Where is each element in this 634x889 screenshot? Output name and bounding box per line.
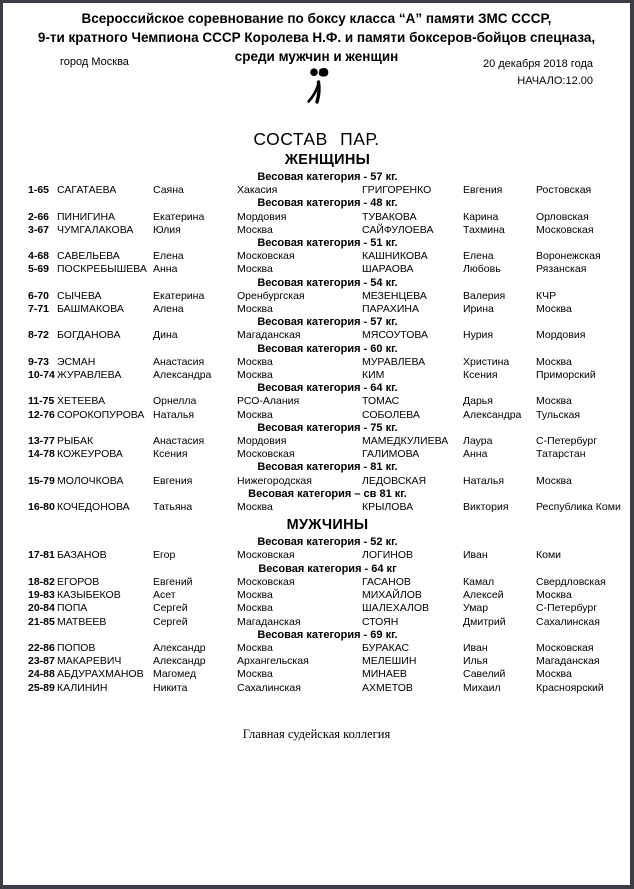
- red-corner-region: Москва: [237, 303, 273, 316]
- blue-corner-firstname: Иван: [463, 549, 488, 562]
- weight-category-label: Весовая категория - 64 кг.: [257, 382, 398, 395]
- red-corner-firstname: Орнелла: [153, 395, 197, 408]
- pair-row: [28, 211, 627, 224]
- blue-corner-firstname: Лаура: [463, 435, 493, 448]
- red-corner-region: Мордовия: [237, 210, 287, 223]
- pairs-list: [28, 152, 627, 695]
- pair-row: [28, 224, 627, 237]
- blue-corner-firstname: Валерия: [463, 289, 506, 302]
- red-corner-surname: СОРОКОПУРОВА: [57, 408, 145, 421]
- red-corner-firstname: Сергей: [153, 615, 188, 628]
- red-corner-surname: МАТВЕЕВ: [57, 615, 107, 628]
- blue-corner-surname: ГАЛИМОВА: [362, 448, 420, 461]
- red-corner-region: Москва: [237, 263, 273, 276]
- blue-corner-firstname: Елена: [463, 250, 494, 263]
- blue-corner-surname: ТОМАС: [362, 395, 400, 408]
- pair-row: [28, 290, 627, 303]
- red-corner-region: Хакасия: [237, 184, 278, 197]
- blue-corner-firstname: Любовь: [463, 263, 501, 276]
- blue-corner-surname: СОБОЛЕВА: [362, 408, 420, 421]
- blue-corner-region: Воронежская: [536, 250, 601, 263]
- footer-signature: Главная судейская коллегия: [242, 726, 391, 741]
- pair-number: 6-70: [28, 289, 50, 302]
- blue-corner-region: Московская: [536, 223, 594, 236]
- pair-row: [28, 576, 627, 589]
- red-corner-firstname: Анастасия: [153, 355, 205, 368]
- red-corner-firstname: Магомед: [153, 668, 197, 681]
- blue-corner-firstname: Иван: [463, 641, 488, 654]
- red-corner-surname: ЧУМГАЛАКОВА: [57, 223, 134, 236]
- weight-category-label: Весовая категория - 57 кг.: [257, 171, 398, 183]
- blue-corner-firstname: Христина: [463, 355, 510, 368]
- blue-corner-surname: ГАСАНОВ: [362, 575, 411, 588]
- blue-corner-surname: СТОЯН: [362, 615, 399, 628]
- pair-row: [28, 303, 627, 316]
- red-corner-firstname: Анна: [153, 263, 178, 276]
- pair-number: 20-84: [28, 602, 55, 615]
- blue-corner-region: Орловская: [536, 210, 589, 223]
- pair-row: [28, 263, 627, 276]
- blue-corner-surname: ЛОГИНОВ: [362, 549, 414, 562]
- red-corner-surname: САГАТАЕВА: [57, 184, 117, 197]
- red-corner-region: Москва: [237, 589, 273, 602]
- blue-corner-region: Москва: [536, 395, 572, 408]
- red-corner-firstname: Юлия: [153, 223, 181, 236]
- weight-category-label: Весовая категория – св 81 кг.: [248, 487, 407, 500]
- blue-corner-surname: МУРАВЛЕВА: [362, 355, 426, 368]
- pair-number: 25-89: [28, 681, 55, 694]
- red-corner-firstname: Александр: [153, 655, 206, 668]
- weight-category-label: Весовая категория - 54 кг.: [257, 276, 398, 289]
- boxer-icon: [299, 67, 335, 120]
- blue-corner-surname: ГРИГОРЕНКО: [362, 184, 432, 197]
- blue-corner-surname: КИМ: [362, 369, 385, 382]
- red-corner-firstname: Евгений: [153, 575, 193, 588]
- blue-corner-region: Москва: [536, 589, 572, 602]
- red-corner-surname: ПОПА: [57, 602, 88, 615]
- red-corner-firstname: Дина: [153, 329, 178, 342]
- red-corner-surname: МОЛОЧКОВА: [57, 474, 124, 487]
- blue-corner-firstname: Савелий: [463, 668, 506, 681]
- blue-corner-surname: КАШНИКОВА: [362, 250, 428, 263]
- blue-corner-surname: ЛЕДОВСКАЯ: [362, 474, 427, 487]
- red-corner-region: Москва: [237, 408, 273, 421]
- red-corner-surname: КОЖЕУРОВА: [57, 448, 123, 461]
- pair-number: 18-82: [28, 575, 55, 588]
- red-corner-surname: ЖУРАВЛЕВА: [57, 369, 122, 382]
- red-corner-surname: БАШМАКОВА: [57, 303, 124, 316]
- pair-number: 12-76: [28, 408, 55, 421]
- red-corner-firstname: Сергей: [153, 602, 188, 615]
- city-label: город Москва: [60, 56, 129, 68]
- weight-category-label: Весовая категория - 51 кг.: [257, 237, 398, 250]
- blue-corner-firstname: Тахмина: [463, 223, 505, 236]
- red-corner-surname: ПОПОВ: [57, 641, 96, 654]
- weight-category-label: Весовая категория - 75 кг.: [257, 421, 398, 434]
- red-corner-firstname: Ксения: [153, 448, 188, 461]
- red-corner-region: Мордовия: [237, 435, 287, 448]
- pair-number: 17-81: [28, 549, 55, 562]
- red-corner-region: Москва: [237, 223, 273, 236]
- red-corner-surname: САВЕЛЬЕВА: [57, 250, 120, 263]
- blue-corner-region: Москва: [536, 303, 572, 316]
- blue-corner-firstname: Нурия: [463, 329, 494, 342]
- red-corner-firstname: Алена: [153, 303, 184, 316]
- pair-row: [28, 642, 627, 655]
- red-corner-region: Москва: [237, 641, 273, 654]
- red-corner-region: Сахалинская: [237, 681, 301, 694]
- red-corner-firstname: Татьяна: [153, 501, 193, 514]
- red-corner-surname: СЫЧЕВА: [57, 289, 102, 302]
- pair-row: [28, 395, 627, 408]
- blue-corner-firstname: Наталья: [463, 474, 505, 487]
- blue-corner-region: Красноярский: [536, 681, 604, 694]
- red-corner-region: РСО-Алания: [237, 395, 300, 408]
- date-block: [483, 56, 593, 89]
- pair-number: 16-80: [28, 501, 55, 514]
- blue-corner-firstname: Карина: [463, 210, 499, 223]
- red-corner-firstname: Александр: [153, 641, 206, 654]
- blue-corner-firstname: Александра: [463, 408, 522, 421]
- red-corner-surname: МАКАРЕВИЧ: [57, 655, 122, 668]
- pair-number: 5-69: [28, 263, 50, 276]
- blue-corner-surname: САЙФУЛОЕВА: [362, 223, 434, 236]
- blue-corner-firstname: Камал: [463, 575, 495, 588]
- weight-category-label: Весовая категория - 60 кг.: [257, 342, 398, 355]
- pair-number: 9-73: [28, 355, 50, 368]
- red-corner-region: Москва: [237, 355, 273, 368]
- pair-number: 11-75: [28, 395, 55, 408]
- red-corner-firstname: Александра: [153, 369, 212, 382]
- red-corner-firstname: Никита: [153, 681, 188, 694]
- red-corner-region: Магаданская: [237, 615, 301, 628]
- pair-number: 14-78: [28, 448, 55, 461]
- blue-corner-region: Магаданская: [536, 655, 600, 668]
- blue-corner-surname: МАМЕДКУЛИЕВА: [362, 435, 449, 448]
- pair-row: [28, 668, 627, 681]
- red-corner-firstname: Анастасия: [153, 435, 205, 448]
- blue-corner-region: Москва: [536, 474, 572, 487]
- weight-category-label: Весовая категория - 52 кг.: [257, 536, 398, 549]
- page-heading: СОСТАВ ПАР.: [253, 129, 380, 149]
- blue-corner-region: Татарстан: [536, 448, 586, 461]
- blue-corner-surname: МЯСОУТОВА: [362, 329, 429, 342]
- blue-corner-region: Коми: [536, 549, 562, 562]
- blue-corner-firstname: Алексей: [463, 589, 504, 602]
- blue-corner-surname: МЕЛЕШИН: [362, 655, 417, 668]
- red-corner-region: Московская: [237, 250, 295, 263]
- start-time: НАЧАЛО:12.00: [517, 74, 593, 87]
- red-corner-firstname: Асет: [153, 589, 176, 602]
- title-line-1: Всероссийское соревнование по боксу класса “А” памяти ЗМС СССР,: [81, 11, 552, 26]
- blue-corner-surname: ШАРАОВА: [362, 263, 414, 276]
- weight-category-label: Весовая категория - 57 кг.: [257, 316, 398, 329]
- red-corner-surname: КАЛИНИН: [57, 681, 108, 694]
- red-corner-surname: БОГДАНОВА: [57, 329, 121, 342]
- red-corner-region: Оренбургская: [237, 289, 305, 302]
- weight-category-label: Весовая категория - 64 кг: [258, 562, 397, 575]
- pair-row: [28, 409, 627, 422]
- blue-corner-firstname: Дарья: [463, 395, 493, 408]
- pair-row: [28, 655, 627, 668]
- blue-corner-region: Рязанская: [536, 263, 587, 276]
- pair-row: [28, 475, 627, 488]
- blue-corner-region: С-Петербург: [536, 602, 598, 615]
- pair-row: [28, 356, 627, 369]
- pair-row: [28, 369, 627, 382]
- pair-number: 7-71: [28, 303, 50, 316]
- blue-corner-region: Москва: [536, 668, 572, 681]
- blue-corner-surname: ШАЛЕХАЛОВ: [362, 602, 430, 615]
- blue-corner-firstname: Евгения: [463, 184, 503, 197]
- section-title-женщины: ЖЕНЩИНЫ: [284, 152, 371, 168]
- blue-corner-firstname: Ирина: [463, 303, 494, 316]
- pair-number: 13-77: [28, 435, 55, 448]
- blue-corner-surname: МИНАЕВ: [362, 668, 407, 681]
- red-corner-region: Москва: [237, 501, 273, 514]
- blue-corner-region: Мордовия: [536, 329, 586, 342]
- blue-corner-surname: ПАРАХИНА: [362, 303, 419, 316]
- pair-row: [28, 501, 627, 514]
- title-line-3: среди мужчин и женщин: [234, 49, 399, 64]
- red-corner-region: Московская: [237, 549, 295, 562]
- red-corner-surname: БАЗАНОВ: [57, 549, 107, 562]
- blue-corner-surname: БУРАКАС: [362, 641, 410, 654]
- red-corner-firstname: Елена: [153, 250, 184, 263]
- title-line-2: 9-ти кратного Чемпиона СССР Королева Н.Ф. и памяти боксеров-бойцов спецназа,: [37, 30, 596, 45]
- blue-corner-region: Приморский: [536, 369, 596, 382]
- red-corner-firstname: Екатерина: [153, 289, 205, 302]
- blue-corner-region: КЧР: [536, 289, 557, 302]
- red-corner-surname: КАЗЫБЕКОВ: [57, 589, 121, 602]
- pair-number: 19-83: [28, 589, 55, 602]
- pair-number: 21-85: [28, 615, 55, 628]
- blue-corner-region: Московская: [536, 641, 594, 654]
- weight-category-label: Весовая категория - 48 кг.: [257, 197, 398, 210]
- red-corner-surname: ПОСКРЕБЫШЕВА: [57, 263, 147, 276]
- blue-corner-region: Ростовская: [536, 184, 592, 197]
- pair-row: [28, 616, 627, 629]
- red-corner-surname: ЕГОРОВ: [57, 575, 100, 588]
- pair-number: 24-88: [28, 668, 55, 681]
- red-corner-firstname: Екатерина: [153, 210, 205, 223]
- blue-corner-region: Сахалинская: [536, 615, 600, 628]
- weight-category-label: Весовая категория - 81 кг.: [257, 461, 398, 474]
- pair-number: 1-65: [28, 184, 50, 197]
- pair-number: 22-86: [28, 641, 55, 654]
- pair-number: 4-68: [28, 250, 50, 263]
- blue-corner-firstname: Дмитрий: [463, 615, 506, 628]
- pair-number: 8-72: [28, 329, 50, 342]
- red-corner-firstname: Саяна: [153, 184, 184, 197]
- blue-corner-firstname: Ксения: [463, 369, 498, 382]
- blue-corner-surname: МИХАЙЛОВ: [362, 589, 422, 602]
- red-corner-surname: ПИНИГИНА: [57, 210, 116, 223]
- blue-corner-firstname: Умар: [463, 602, 489, 615]
- blue-corner-surname: АХМЕТОВ: [362, 681, 413, 694]
- pair-row: [28, 682, 627, 695]
- pair-row: [28, 435, 627, 448]
- red-corner-region: Московская: [237, 575, 295, 588]
- blue-corner-surname: МЕЗЕНЦЕВА: [362, 289, 427, 302]
- pair-number: 2-66: [28, 210, 50, 223]
- pair-row: [28, 602, 627, 615]
- red-corner-firstname: Евгения: [153, 474, 193, 487]
- blue-corner-region: С-Петербург: [536, 435, 598, 448]
- red-corner-surname: КОЧЕДОНОВА: [57, 501, 130, 514]
- red-corner-surname: ЭСМАН: [57, 355, 96, 368]
- red-corner-region: Нижегородская: [237, 474, 312, 487]
- pair-row: [28, 448, 627, 461]
- pair-row: [28, 549, 627, 562]
- blue-corner-firstname: Виктория: [463, 501, 509, 514]
- section-title-мужчины: МУЖЧИНЫ: [286, 517, 369, 534]
- blue-corner-region: Тульская: [536, 408, 581, 421]
- blue-corner-firstname: Анна: [463, 448, 488, 461]
- pair-row: [28, 589, 627, 602]
- red-corner-region: Магаданская: [237, 329, 301, 342]
- red-corner-region: Московская: [237, 448, 295, 461]
- red-corner-surname: ХЕТЕЕВА: [57, 395, 106, 408]
- red-corner-region: Москва: [237, 668, 273, 681]
- pair-number: 23-87: [28, 655, 55, 668]
- blue-corner-surname: ТУВАКОВА: [362, 210, 417, 223]
- blue-corner-firstname: Михаил: [463, 681, 501, 694]
- red-corner-surname: АБДУРАХМАНОВ: [57, 668, 144, 681]
- blue-corner-region: Свердловская: [536, 575, 606, 588]
- blue-corner-firstname: Илья: [463, 655, 488, 668]
- red-corner-region: Москва: [237, 369, 273, 382]
- red-corner-region: Москва: [237, 602, 273, 615]
- red-corner-surname: РЫБАК: [57, 435, 94, 448]
- pair-row: [28, 329, 627, 342]
- event-date: 20 декабря 2018 года: [482, 58, 593, 70]
- red-corner-firstname: Егор: [153, 549, 176, 562]
- pair-row: [28, 250, 627, 263]
- red-corner-region: Архангельская: [237, 655, 309, 668]
- weight-category-label: Весовая категория - 69 кг.: [257, 628, 398, 641]
- blue-corner-region: Москва: [536, 355, 572, 368]
- blue-corner-surname: КРЫЛОВА: [362, 501, 414, 514]
- pair-row: [28, 184, 627, 197]
- pair-number: 10-74: [28, 369, 55, 382]
- blue-corner-region: Республика Коми: [536, 501, 621, 514]
- red-corner-firstname: Наталья: [153, 408, 195, 421]
- pair-number: 15-79: [28, 474, 55, 487]
- pair-number: 3-67: [28, 223, 50, 236]
